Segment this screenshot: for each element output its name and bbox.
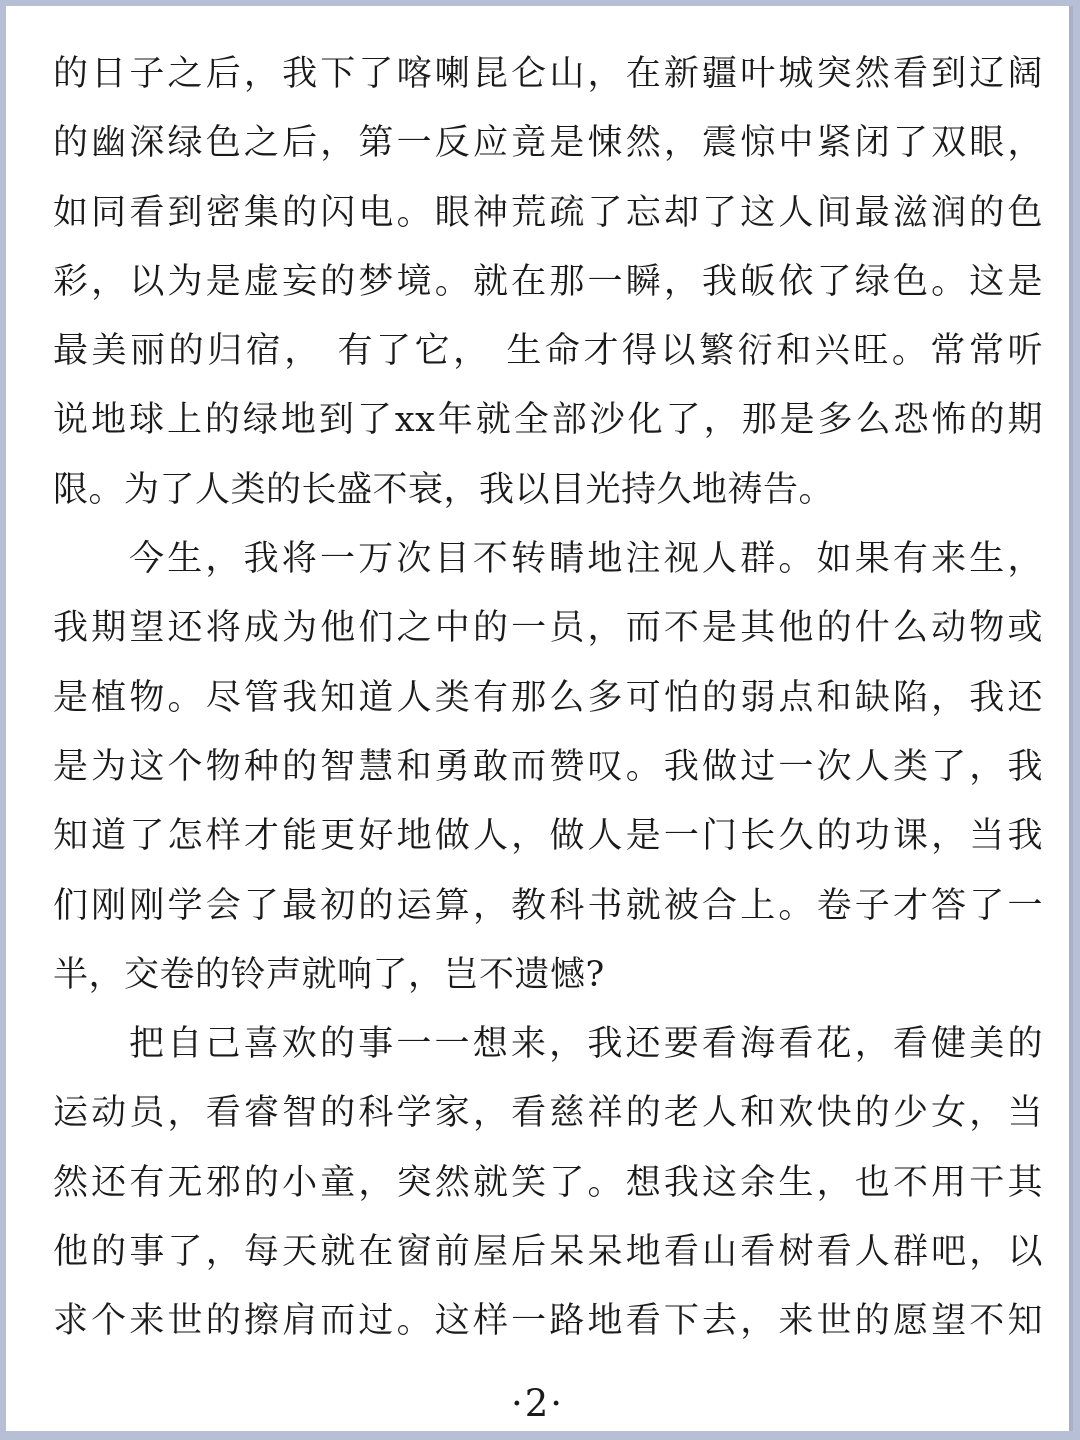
- text-line: 求个来世的擦肩而过。这样一路地看下去，来世的愿望不知: [53, 1301, 1043, 1342]
- text-line: 知道了怎样才能更好地做人，做人是一门长久的功课，当我: [53, 816, 1043, 857]
- text-line: 说地球上的绿地到了xx年就全部沙化了，那是多么恐怖的期: [53, 400, 1043, 441]
- text-line: 限。为了人类的长盛不衰，我以目光持久地祷告。: [53, 469, 835, 510]
- page-number: ·2·: [510, 1382, 565, 1425]
- text-line: 半，交卷的铃声就响了，岂不遗憾?: [53, 954, 605, 995]
- text-line: 最美丽的归宿， 有了它， 生命才得以繁衍和兴旺。常常听: [53, 331, 1043, 372]
- paragraph-first-line: 今生，我将一万次目不转睛地注视人群。如果有来生，: [129, 539, 1043, 580]
- text-line: 的日子之后，我下了喀喇昆仑山，在新疆叶城突然看到辽阔: [53, 54, 1043, 94]
- text-line: 运动员，看睿智的科学家，看慈祥的老人和欢快的少女，当: [53, 1093, 1043, 1134]
- text-line: 们刚刚学会了最初的运算，教科书就被合上。卷子才答了一: [53, 885, 1043, 926]
- text-line: 彩，以为是虚妄的梦境。就在那一瞬，我皈依了绿色。这是: [53, 261, 1043, 302]
- text-line: 如同看到密集的闪电。眼神荒疏了忘却了这人间最滋润的色: [53, 192, 1043, 233]
- text-line: 然还有无邪的小童，突然就笑了。想我这余生，也不用干其: [53, 1162, 1043, 1203]
- text-line: 他的事了，每天就在窗前屋后呆呆地看山看树看人群吧，以: [53, 1232, 1043, 1273]
- body-text: [53, 40, 1043, 1357]
- text-line: 的幽深绿色之后，第一反应竟是悚然，震惊中紧闭了双眼，: [53, 123, 1043, 164]
- text-line: 是为这个物种的智慧和勇敢而赞叹。我做过一次人类了，我: [53, 746, 1043, 787]
- document-page: [6, 6, 1073, 1431]
- paragraph-first-line: 把自己喜欢的事一一想来，我还要看海看花，看健美的: [129, 1024, 1043, 1065]
- text-line: 我期望还将成为他们之中的一员，而不是其他的什么动物或: [53, 608, 1043, 649]
- text-line: 是植物。尽管我知道人类有那么多可怕的弱点和缺陷，我还: [53, 677, 1043, 718]
